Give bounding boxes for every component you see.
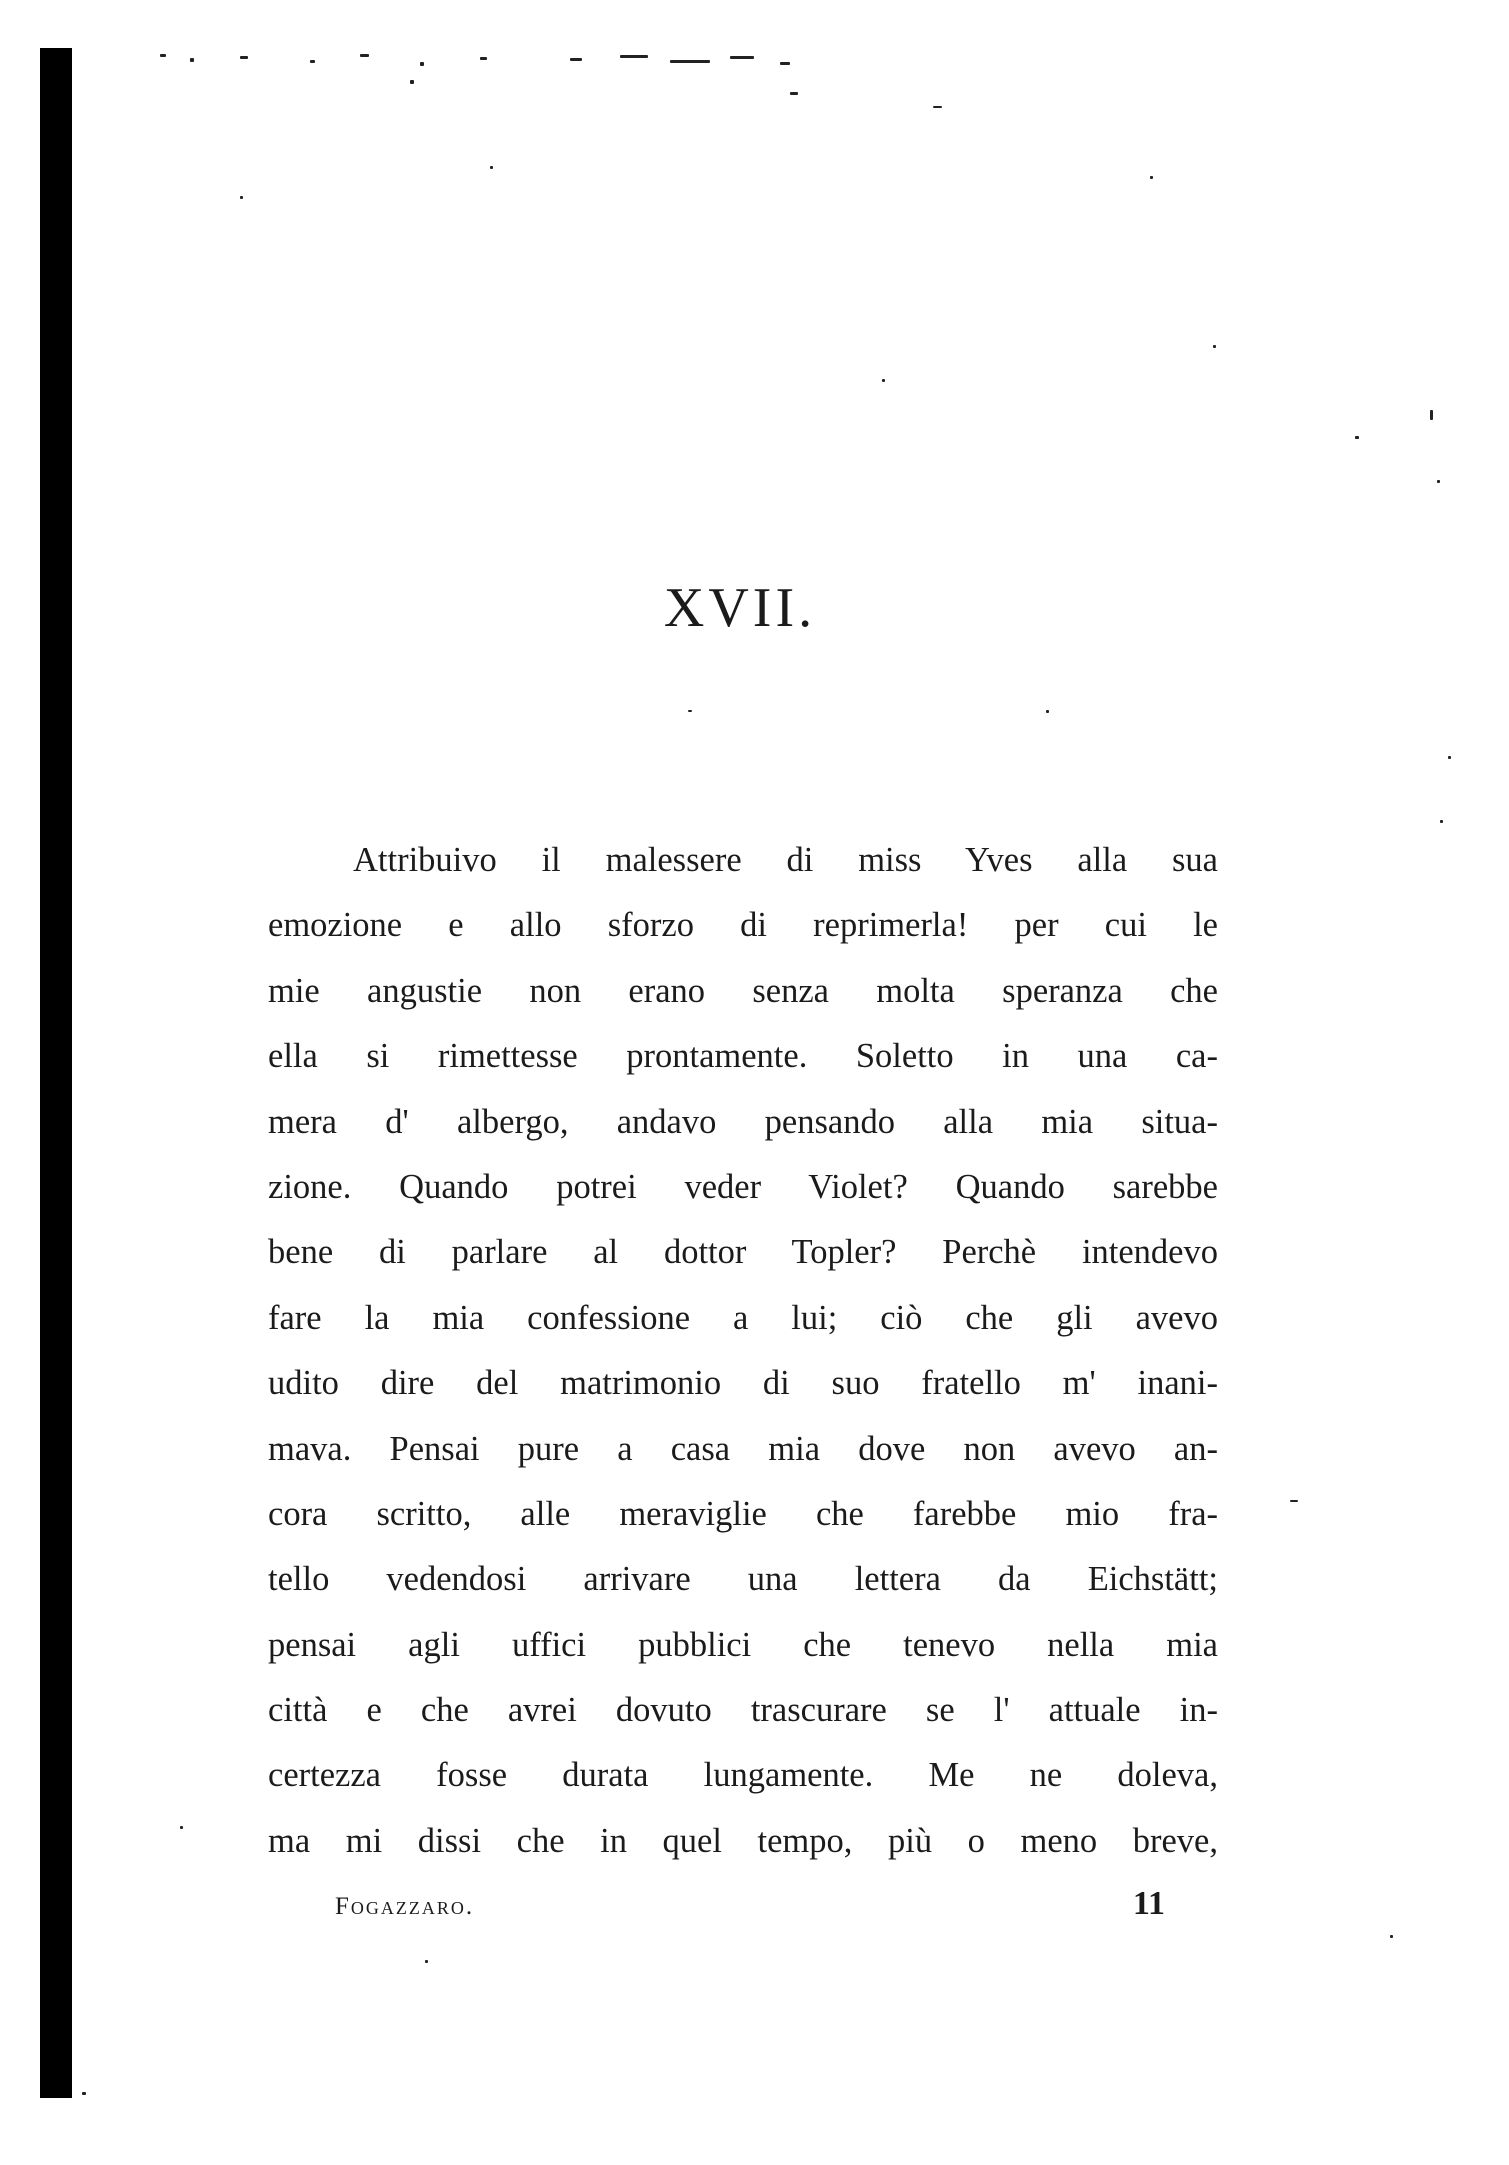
signature-mark: 11 <box>1132 1885 1165 1922</box>
scan-speck <box>160 54 166 57</box>
scan-noise-top <box>150 48 870 98</box>
text-line: mera d' albergo, andavo pensando alla mia situa- <box>268 1102 1218 1141</box>
scan-speck <box>360 54 369 57</box>
text-line: pensai agli uffici pubblici che tenevo nella mia <box>268 1625 1218 1664</box>
text-line: bene di parlare al dottor Topler? Perchè intendevo <box>268 1233 1218 1272</box>
scan-speck <box>490 166 493 169</box>
scan-speck <box>1150 176 1153 179</box>
text-line: mie angustie non erano senza molta speranza che <box>268 971 1218 1010</box>
page-footer <box>335 1885 1165 1923</box>
scan-speck <box>688 710 692 712</box>
scan-speck <box>620 55 648 58</box>
scan-speck <box>790 92 798 95</box>
chapter-heading: XVII. <box>663 577 817 639</box>
text-line: tello vedendosi arrivare una lettera da Eichstätt; <box>268 1560 1218 1599</box>
scan-speck <box>670 60 710 63</box>
text-line: emozione e allo sforzo di reprimerla! per cui le <box>268 906 1218 945</box>
text-line: mava. Pensai pure a casa mia dove non avevo an- <box>268 1429 1218 1468</box>
scan-speck <box>410 80 414 84</box>
scan-speck <box>180 1826 183 1829</box>
scan-speck <box>1355 436 1359 439</box>
text-line: Attribuivo il malessere di miss Yves alla sua <box>353 841 1218 879</box>
scan-speck <box>933 106 942 108</box>
scan-speck <box>425 1960 428 1963</box>
binding-edge-shadow <box>40 48 72 2098</box>
text-line: udito dire del matrimonio di suo fratello m' inani- <box>268 1364 1218 1403</box>
text-line: certezza fosse durata lungamente. Me ne doleva, <box>268 1756 1218 1795</box>
text-line: cora scritto, alle meraviglie che farebbe mio fra- <box>268 1494 1218 1533</box>
scan-speck <box>420 62 424 66</box>
scan-speck <box>1046 710 1049 713</box>
scan-speck <box>1440 820 1443 823</box>
scan-speck <box>310 60 315 63</box>
scan-speck <box>730 56 754 59</box>
scan-speck <box>570 58 582 61</box>
scan-speck <box>190 58 194 62</box>
text-line: ella si rimettesse prontamente. Soletto in una ca- <box>268 1037 1218 1076</box>
scan-speck <box>1437 480 1440 483</box>
scan-speck <box>780 62 790 65</box>
scan-speck <box>480 57 487 60</box>
footer-author: Fogazzaro. <box>335 1893 475 1920</box>
text-line: ma mi dissi che in quel tempo, più o meno breve, <box>268 1821 1218 1860</box>
text-line: città e che avrei dovuto trascurare se l' attuale in- <box>268 1691 1218 1730</box>
scan-speck <box>1290 1500 1298 1502</box>
text-line: zione. Quando potrei veder Violet? Quando sarebbe <box>268 1167 1218 1206</box>
scan-speck <box>240 196 243 199</box>
scan-speck <box>1448 756 1451 759</box>
body-paragraph <box>268 828 1218 1874</box>
text-line: fare la mia confessione a lui; ciò che gli avevo <box>268 1298 1218 1337</box>
scan-speck <box>1430 410 1433 420</box>
scan-speck <box>1390 1935 1393 1938</box>
scan-speck <box>882 379 885 382</box>
scan-speck <box>82 2092 86 2095</box>
scan-speck <box>1213 345 1216 348</box>
scan-speck <box>240 56 248 59</box>
